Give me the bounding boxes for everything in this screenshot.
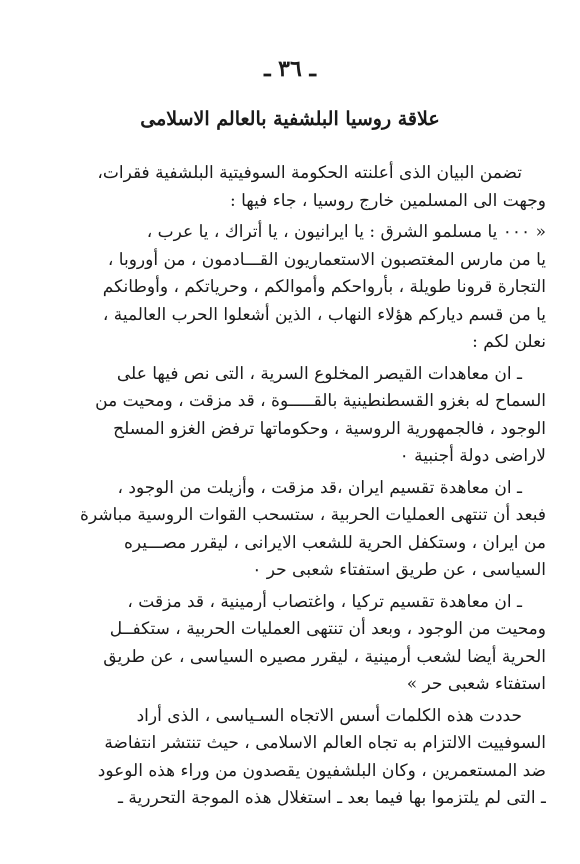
text-line: ضد المستعمرين ، وكان البلشفيون يقصدون من وراء هذه الوعود xyxy=(97,760,546,781)
paragraph-czar-treaties xyxy=(38,361,546,471)
text-line: لاراضى دولة أجنبية ٠ xyxy=(399,446,546,466)
paragraph-turkey-treaty xyxy=(38,589,546,699)
text-line: الحرية أيضا لشعب أرمينية ، ليقرر مصيره السياسى ، عن طريق xyxy=(103,646,546,667)
text-line: وجهت الى المسلمين خارج روسيا ، جاء فيها : xyxy=(230,190,546,211)
text-line: « ٠٠٠ يا مسلمو الشرق : يا ايرانيون ، يا أتراك ، يا عرب ، xyxy=(146,222,546,242)
text-line: الوجود ، فالجمهورية الروسية ، وحكوماتها ترفض الغزو المسلح xyxy=(113,418,546,439)
text-line: استفتاء شعبى حر » xyxy=(406,674,546,694)
text-line: ـ التى لم يلتزموا بها فيما بعد ـ استغلال هذه الموجة التحررية ـ xyxy=(118,788,546,808)
body-text xyxy=(38,160,546,817)
paragraph-iran-treaty xyxy=(38,475,546,585)
text-line: ـ ان معاهدة تقسيم ايران ،قد مزقت ، وأزيلت من الوجود ، xyxy=(117,477,522,498)
page-number: ـ ٣٦ ـ xyxy=(264,56,316,82)
paragraph-intro xyxy=(38,160,546,215)
text-line: ـ ان معاهدة تقسيم تركيا ، واغتصاب أرمينية ، قد مزقت ، xyxy=(127,591,522,612)
text-line: التجارة قرونا طويلة ، بأرواحكم وأموالكم ، وحرياتكم ، وأوطانكم xyxy=(102,277,546,297)
page-title: علاقة روسيا البلشفية بالعالم الاسلامى xyxy=(140,108,440,130)
text-line: يا من قسم دياركم هؤلاء النهاب ، الذين أشعلوا الحرب العالمية ، xyxy=(102,304,546,325)
paragraph-conclusion xyxy=(38,703,546,813)
text-line: نعلن لكم : xyxy=(472,332,546,352)
text-line: ـ ان معاهدات القيصر المخلوع السرية ، التى نص فيها على xyxy=(116,363,522,384)
text-line: السوفييت الالتزام به تجاه العالم الاسلامى ، حيث تنتشر انتفاضة xyxy=(104,733,546,753)
paragraph-quote-address xyxy=(38,219,546,357)
text-line: تضمن البيان الذى أعلنته الحكومة السوفيتية البلشفية فقرات، xyxy=(97,163,522,183)
text-line: حددت هذه الكلمات أسس الاتجاه السـياسى ، الذى أراد xyxy=(136,705,522,726)
text-line: السماح له بغزو القسطنطينية بالقـــــوة ، قد مزقت ، ومحيت من xyxy=(95,391,546,411)
text-line: السياسى ، عن طريق استفتاء شعبى حر ٠ xyxy=(252,560,546,580)
text-line: من ايران ، وستكفل الحرية للشعب الايرانى ، ليقرر مصـــيره xyxy=(124,532,546,553)
text-line: يا من مارس المغتصبون الاستعماريون القـــادمون ، من أوروبا ، xyxy=(107,249,546,270)
text-line: فبعد أن تنتهى العمليات الحربية ، ستسحب القوات الروسية مباشرة xyxy=(80,505,546,525)
text-line: ومحيت من الوجود ، وبعد أن تنتهى العمليات الحربية ، ستكفــل xyxy=(109,619,546,639)
